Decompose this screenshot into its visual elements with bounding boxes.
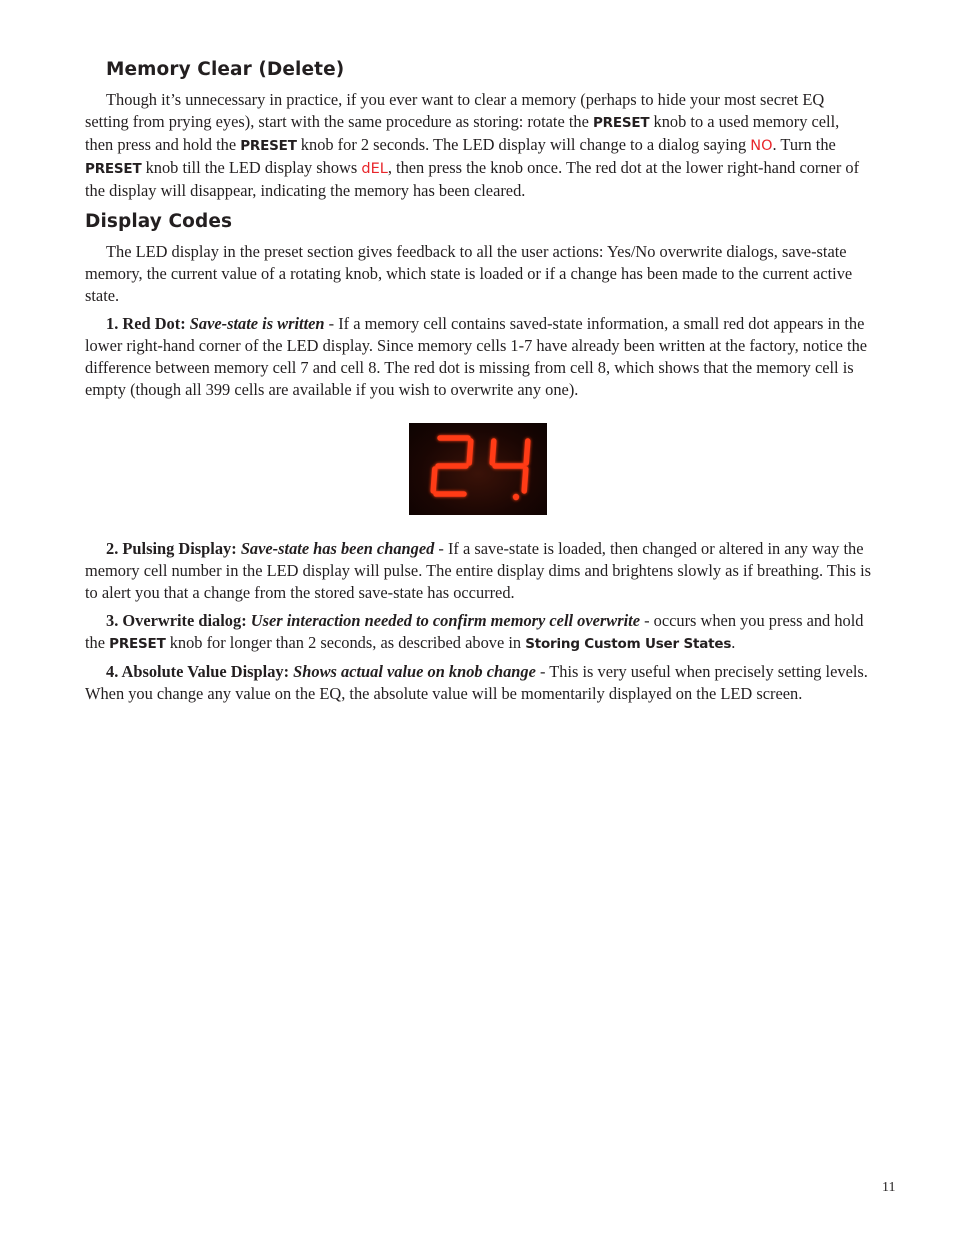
item-subtitle: Shows actual value on knob change	[293, 662, 536, 681]
text-run: knob till the LED display shows	[141, 158, 362, 177]
preset-keyword: PRESET	[109, 636, 166, 652]
item-number-label: 1. Red Dot:	[106, 314, 190, 333]
item-number-label: 2. Pulsing Display:	[106, 539, 241, 558]
item-number-label: 4. Absolute Value Display:	[106, 662, 294, 681]
preset-keyword: PRESET	[85, 161, 142, 177]
led-segment-c	[524, 469, 526, 491]
led-display-photo	[409, 423, 547, 515]
display-codes-intro: The LED display in the preset section gives feedback to all the user actions: Yes/No overwrite dialogs, save-state memory, the current value of a rotating knob, which state is loaded or if a change has been made to the current active state.	[85, 242, 853, 305]
text-run: knob to a used memory cell, then press and hold the	[85, 112, 840, 154]
led-code-del: dEL	[361, 161, 388, 177]
text-run: , then press the knob once. The red dot at the lower right-hand corner of the display will disappear, indicating the memory has been cleared.	[85, 158, 860, 200]
section-heading-display-codes: Display Codes	[85, 211, 233, 232]
text-run: knob for 2 seconds. The LED display will change to a dialog saying	[296, 135, 751, 154]
item-text: - This is very useful when precisely setting levels. When you change any value on the EQ, the absolute value will be momentarily displayed on the LED screen.	[85, 662, 868, 703]
preset-keyword: PRESET	[592, 115, 650, 131]
item-overwrite-dialog	[85, 610, 871, 655]
led-display-digits	[409, 423, 547, 515]
text-run: . Turn the	[772, 135, 836, 154]
section-heading-memory-clear: Memory Clear (Delete)	[106, 59, 345, 80]
item-subtitle: User interaction needed to confirm memory cell overwrite	[250, 611, 640, 630]
item-subtitle: Save-state is written	[189, 314, 325, 333]
item-text: .	[731, 633, 736, 652]
item-text: - If a memory cell contains saved-state information, a small red dot appears in the lower right-hand corner of the LED display. Since memory cells 1-7 have already been written at the factory, notice the difference between memory cell 7 and cell 8. The red dot is missing from cell 8, which shows that the memory cell is empty (though all 399 cells are available if you wish to overwrite any one).	[85, 314, 868, 399]
led-segment-e	[433, 469, 435, 491]
section-reference: Storing Custom User States	[525, 636, 732, 652]
item-text: - occurs when you press and hold the	[85, 611, 864, 652]
page-number: 11	[882, 1180, 896, 1195]
led-decimal-dot	[513, 494, 519, 500]
text-run: Though it’s unnecessary in practice, if you ever want to clear a memory (perhaps to hide your most secret EQ setting from prying eyes), start with the same procedure as storing: rotate the	[85, 90, 825, 131]
item-pulsing-display	[85, 538, 871, 604]
item-text: - If a save-state is loaded, then changed or altered in any way the memory cell number in the LED display will pulse. The entire display dims and brightens slowly as if breathing. This is to alert you that a change from the stored save-state has occurred.	[85, 539, 872, 602]
item-absolute-value	[85, 661, 871, 705]
led-segment-f	[492, 441, 494, 463]
item-subtitle: Save-state has been changed	[240, 539, 435, 558]
memory-clear-paragraph	[85, 89, 871, 202]
preset-keyword: PRESET	[240, 138, 297, 154]
item-number-label: 3. Overwrite dialog:	[106, 611, 251, 630]
item-red-dot	[85, 313, 871, 401]
led-segment-b	[526, 441, 528, 463]
item-text: knob for longer than 2 seconds, as described above in	[165, 633, 526, 652]
led-segment-b	[469, 441, 471, 463]
led-code-no: NO	[750, 138, 773, 154]
